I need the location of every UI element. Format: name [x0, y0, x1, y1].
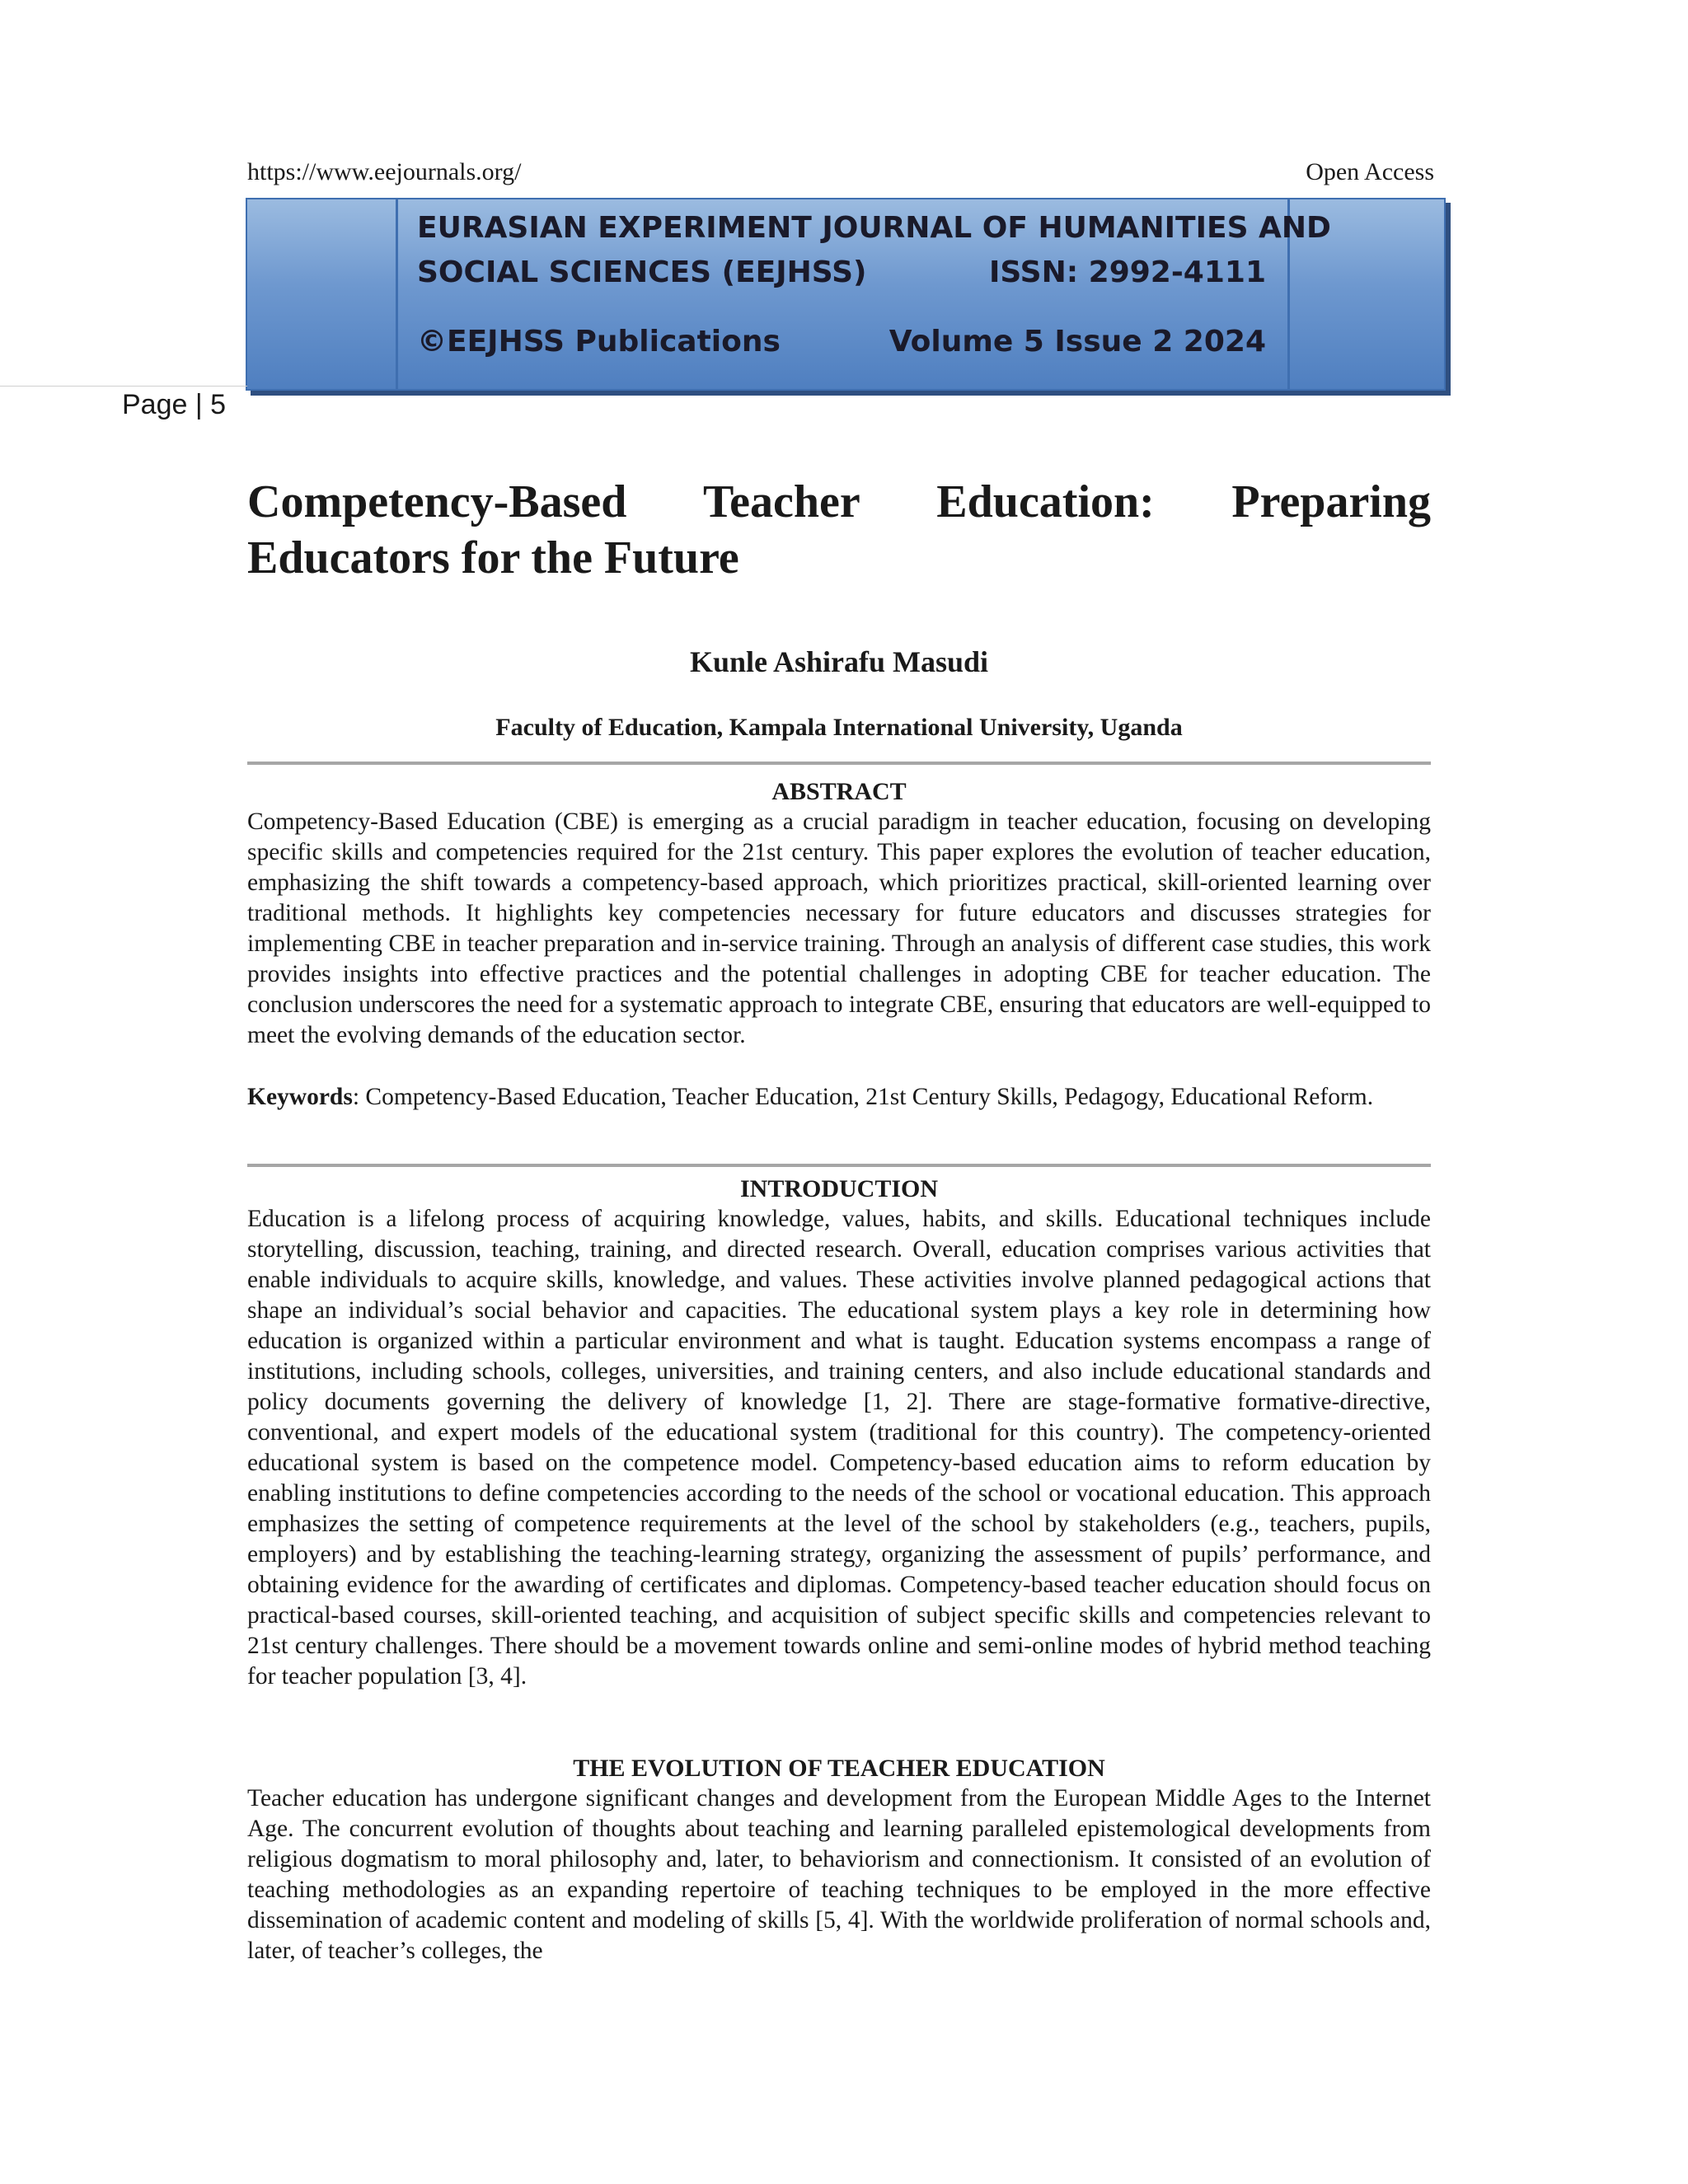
abstract-text: Competency-Based Education (CBE) is emerging as a crucial paradigm in teacher education, focusing on developing specific skills and competencies required for the 21st century. This paper explores the evolution of teacher education, emphasizing the shift towards a competency-based approach, which prioritizes practical, skill-oriented learning over traditional methods. It highlights key competencies necessary for future educators and discusses strategies for implementing CBE in teacher preparation and in-service training. Through an analysis of different case studies, this work provides insights into effective practices and the potential challenges in adopting CBE for teacher education. The conclusion underscores the need for a systematic approach to integrate CBE, ensuring that educators are well-equipped to meet the evolving demands of the education sector.	[247, 808, 1431, 1048]
keywords-label: Keywords	[247, 1084, 353, 1110]
evolution-text: Teacher education has undergone significant changes and development from the European Middle Ages to the Internet Age. The concurrent evolution of thoughts about teaching and learning paralleled epistemological developments from religious dogmatism to moral philosophy and, later, to behaviorism and connectionism. It consisted of an evolution of teaching methodologies as an expanding repertoire of teaching techniques to be employed in the more effective dissemination of academic content and modeling of skills [5, 4]. With the worldwide proliferation of normal schools and, later, of teacher’s colleges, the	[247, 1785, 1431, 1964]
author-affiliation: Faculty of Education, Kampala International University, Uganda	[495, 714, 1183, 741]
page-number: Page | 5	[122, 389, 227, 420]
introduction-text: Education is a lifelong process of acquiring knowledge, values, habits, and skills. Educational techniques include storytelling, discussion, teaching, training, and directed research. Overall, education comprises various activities that enable individuals to acquire skills, knowledge, and values. These activities involve planned pedagogical actions that shape an individual’s social behavior and capacities. The educational system plays a key role in determining how education is organized within a particular environment and what is taught. Education systems encompass a range of institutions, including schools, colleges, universities, and training centers, and also include educational standards and policy documents governing the delivery of knowledge [1, 2]. There are stage-formative formative-directive, conventional, and expert models of the educational system (traditional for this country). The competency-oriented educational system is based on the competence model. Competency-based education aims to reform education by enabling institutions to define competencies according to the needs of the school or vocational education. This approach emphasizes the setting of competence requirements at the level of the school by stakeholders (e.g., teachers, pupils, employers) and by establishing the teaching-learning strategy, organizing the assessment of pupils’ performance, and obtaining evidence for the awarding of certificates and diplomas. Competency-based teacher education should focus on practical-based courses, skill-oriented teaching, and acquisition of subject specific skills and competencies relevant to 21st century challenges. There should be a movement towards online and semi-online modes of hybrid method teaching for teacher population [3, 4].	[247, 1206, 1431, 1690]
volume-issue-label: Volume 5 Issue 2 2024	[889, 325, 1266, 359]
introduction-heading: INTRODUCTION	[739, 1175, 939, 1202]
journal-name-line1: EURASIAN EXPERIMENT JOURNAL OF HUMANITIES AND	[417, 211, 1331, 245]
abstract-top-rule	[247, 762, 1431, 765]
author-name: Kunle Ashirafu Masudi	[689, 645, 989, 678]
publisher-row	[417, 325, 1274, 359]
publisher-label: ©EEJHSS Publications	[417, 325, 781, 359]
page-number-rule	[0, 386, 247, 387]
issn-label: ISSN: 2992-4111	[988, 255, 1266, 289]
journal-banner	[246, 198, 1446, 391]
keywords-paragraph	[247, 1082, 1431, 1113]
evolution-heading: THE EVOLUTION OF TEACHER EDUCATION	[573, 1755, 1105, 1782]
open-access-label: Open Access	[1306, 158, 1434, 185]
abstract-heading: ABSTRACT	[771, 778, 907, 805]
journal-name-line2: SOCIAL SCIENCES (EEJHSS)	[417, 255, 867, 289]
keywords-text: : Competency-Based Education, Teacher Education, 21st Century Skills, Pedagogy, Educational Reform.	[352, 1084, 1374, 1110]
abstract-bottom-rule	[247, 1164, 1431, 1167]
journal-url[interactable]: https://www.eejournals.org/	[247, 158, 522, 185]
banner-divider-left	[396, 199, 398, 389]
journal-name-line2-row	[417, 255, 1274, 289]
article-title: Competency-Based Teacher Education: Preparing Educators for the Future	[247, 476, 1431, 583]
